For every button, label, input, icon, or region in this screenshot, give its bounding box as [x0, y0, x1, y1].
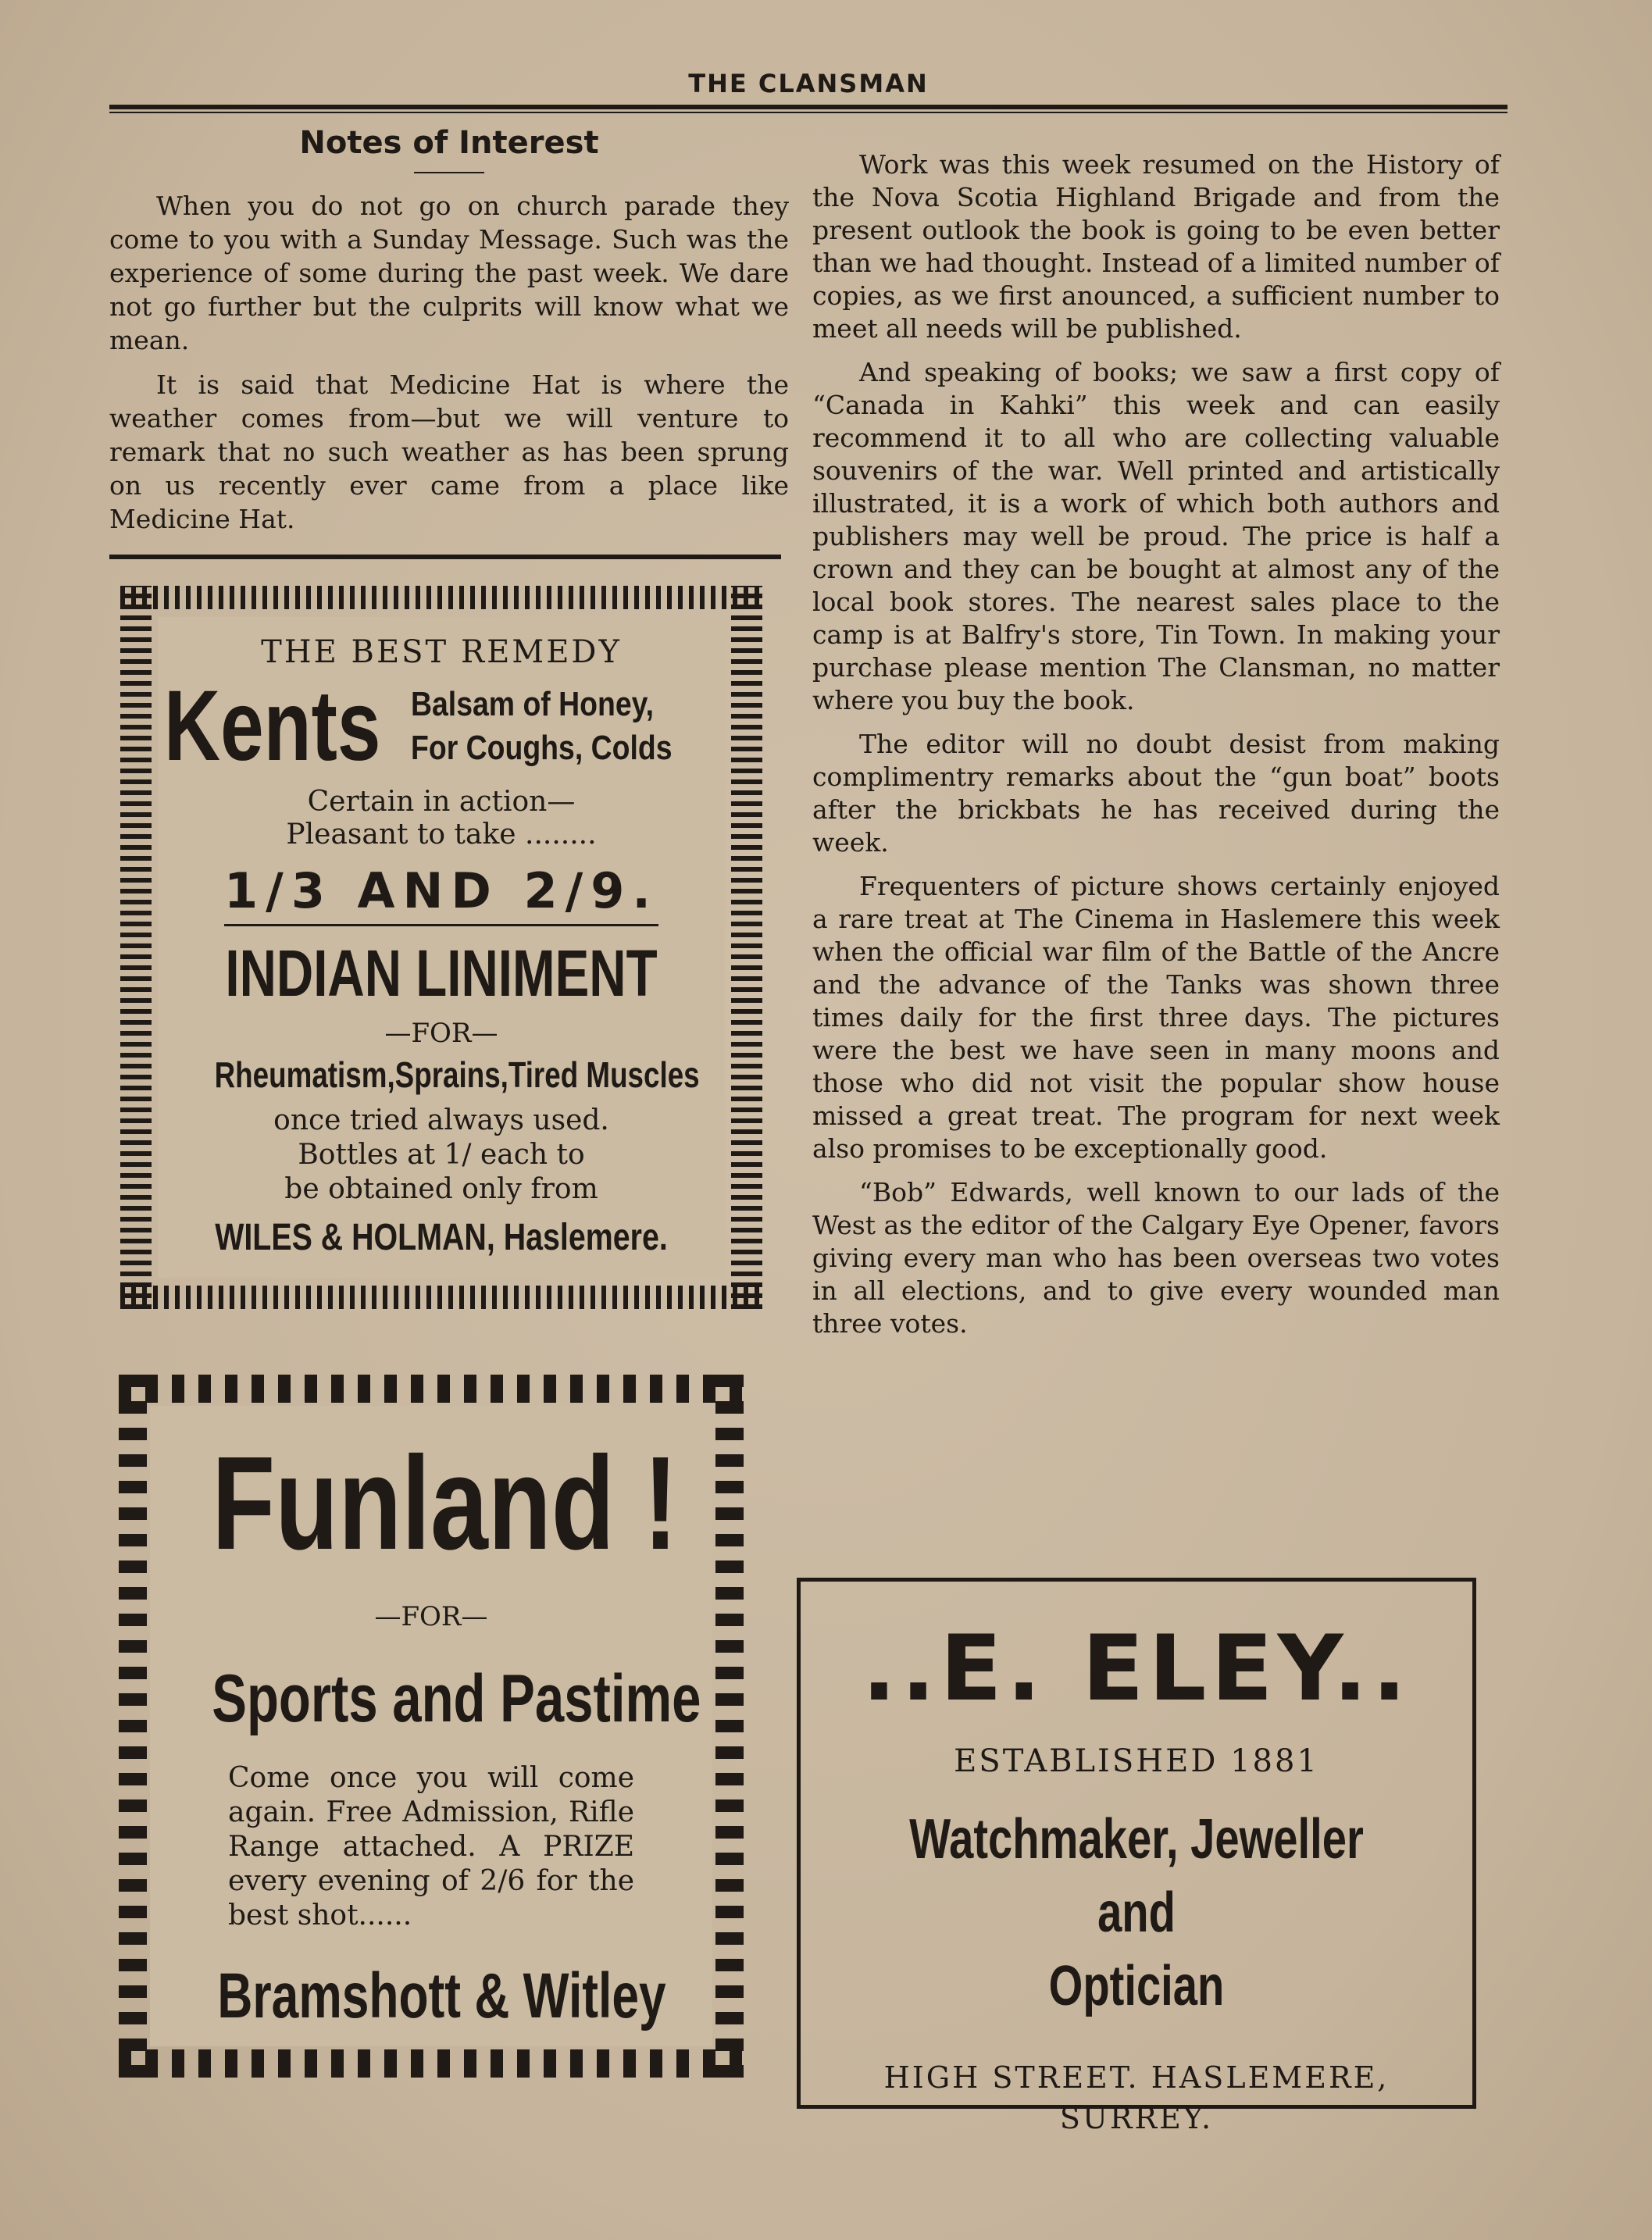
right-paragraph-2: And speaking of books; we saw a first copy of “Canada in Kahki” this week and can easily recommend it to all who are collecting valuable souvenirs of the war. Well printed and artistically illustrated, it is a work of which both authors and publishers may well be proud. The price is half a crown and they can be bought at almost any of the local book stores. The nearest sales place to the camp is at Balfry's store, Tin Town. In making your purchase please mention The Clansman, no matter where you buy the book.: [812, 357, 1500, 715]
right-paragraph-4: Frequenters of picture shows certainly enjoyed a rare treat at The Cinema in Haslemere this week when the official war film of the Battle of the Ancre and the advance of the Tanks was shown three times daily for the first three days. The pictures were the best we have seen in many moons and those who did not visit the popular show house missed a great treat. The program for next week also promises to be exceptionally good.: [812, 871, 1500, 1164]
funland-advert: [87, 1343, 775, 2109]
once-tried-text: [158, 1104, 725, 1207]
established-line: ESTABLISHED 1881: [954, 1743, 1319, 1779]
heading-rule: [414, 172, 484, 173]
watchmaker-line-2: Optician: [1048, 1955, 1225, 2017]
certain-text: [158, 786, 725, 851]
notes-column: [109, 125, 789, 547]
funland-description: Come once you will come again. Free Admission, Rifle Range attached. A PRIZE every evening of 2/6 for the best shot......: [228, 1762, 634, 1931]
kents-advert-body: [158, 617, 725, 1278]
right-column: [812, 148, 1500, 1351]
for-line: —FOR—: [384, 1018, 498, 1049]
section-rule: [109, 555, 781, 559]
notes-paragraph-1: When you do not go on church parade they come to you with a Sunday Message. Such was the experience of some during the past week. We dare not go further but the culprits will know what we mean.: [109, 191, 789, 355]
once-line-3: be obtained only from: [284, 1173, 598, 1205]
watchmaker-text: [875, 1803, 1399, 2023]
kents-name: Kents: [164, 670, 381, 782]
address-line-2: SURREY.: [1059, 2101, 1214, 2135]
price-line: 1/3 AND 2/9.: [224, 862, 658, 926]
address-line-1: HIGH STREET. HASLEMERE,: [883, 2060, 1390, 2095]
wiles-holman-line: WILES & HOLMAN, Haslemere.: [215, 1217, 668, 1258]
once-line-1: once tried always used.: [273, 1104, 609, 1136]
funland-advert-body: [150, 1406, 712, 2046]
balsam-text: [411, 683, 673, 770]
balsam-line-2: For Coughs, Colds: [411, 729, 673, 767]
best-remedy-line: THE BEST REMEDY: [261, 634, 622, 670]
once-line-2: Bottles at 1/ each to: [298, 1139, 585, 1171]
watchmaker-line-1: Watchmaker, Jeweller and: [909, 1808, 1364, 1944]
masthead-rule: [109, 105, 1507, 113]
masthead: THE CLANSMAN: [688, 69, 929, 98]
eley-name: ..E. ELEY..: [862, 1616, 1411, 1721]
kents-advert: [103, 569, 780, 1326]
bramshott-witley-line: Bramshott & Witley: [217, 1960, 666, 2031]
eley-advert: [797, 1578, 1476, 2135]
indian-liniment-title: INDIAN LINIMENT: [225, 936, 658, 1010]
notes-heading: Notes of Interest: [299, 125, 599, 161]
sports-pastime-line: Sports and Pastime: [212, 1661, 701, 1736]
address-text: [801, 2057, 1472, 2138]
rheumatism-line: Rheumatism,Sprains,Tired Muscles: [214, 1054, 700, 1095]
balsam-line-1: Balsam of Honey,: [411, 685, 655, 723]
right-paragraph-5: “Bob” Edwards, well known to our lads of the West as the editor of the Calgary Eye Opener, favors giving every man who has been overseas two votes in all elections, and to give every wounded man three votes.: [812, 1177, 1500, 1339]
funland-title: Funland !: [212, 1429, 678, 1578]
certain-line-2: Pleasant to take ........: [286, 819, 597, 851]
funland-for-line: —FOR—: [374, 1601, 488, 1632]
kents-row: [158, 670, 725, 782]
right-paragraph-3: The editor will no doubt desist from making complimentry remarks about the “gun boat” boots after the brickbats he has received during the week.: [812, 729, 1500, 858]
notes-paragraph-2: It is said that Medicine Hat is where the weather comes from—but we will venture to remark that no such weather as has been sprung on us recently ever came from a place like Medicine Hat.: [109, 369, 789, 534]
certain-line-1: Certain in action—: [307, 786, 576, 818]
right-paragraph-1: Work was this week resumed on the History of the Nova Scotia Highland Brigade and from the present outlook the book is going to be even better than we had thought. Instead of a limited number of copies, as we first anounced, a sufficient number to meet all needs will be published.: [812, 149, 1500, 344]
